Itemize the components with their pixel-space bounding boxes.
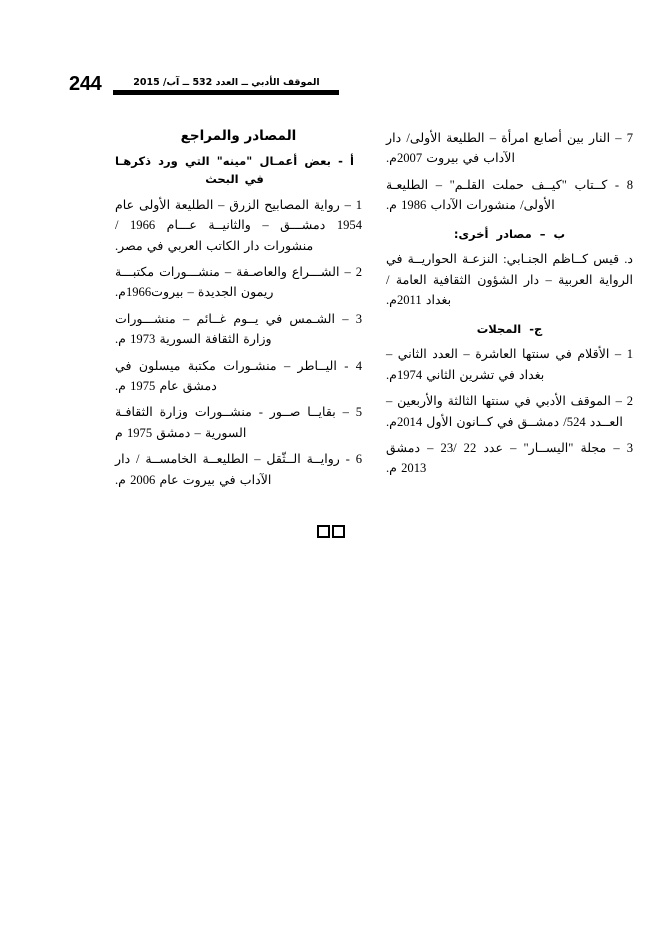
running-head-block (113, 78, 339, 96)
page-title: المصادر والمراجع (180, 128, 297, 144)
reference-entry: 3 – مجلة "اليســار" – عدد 22 /23 – دمشق 2013 م. (386, 440, 633, 476)
reference-entry: 4 - اليــاطر – منشـورات مكتبة ميسلون في دمشق عام 1975 م. (115, 358, 362, 393)
reference-entry: 7 – النار بين أصابع امرأة – الطليعة الأولى/ دار الآداب في بيروت 2007م. (386, 131, 633, 166)
reference-entry: 8 - كــتاب "كيــف حملت القلـم" – الطليعـة الأولى/ منشورات الآداب 1986 م. (386, 177, 633, 213)
section-heading-b: ب – مصادر أخرى: (453, 226, 566, 241)
running-head (69, 74, 629, 95)
reference-entry: 2 – الشـــراع والعاصـفة – منشـــورات مكتبـــة ريمون الجديدة – بيروت1966م. (115, 264, 362, 300)
section-heading-c: ج- المجلات (476, 321, 543, 336)
reference-entry: 5 – بقايــا صــور - منشــورات وزارة الثقافـة السورية – دمشق 1975 م (115, 405, 362, 440)
page-number: 244 (69, 73, 102, 95)
end-of-article-mark (0, 522, 661, 540)
reference-entry: 1 – رواية المصابيح الزرق – الطليعة الأولى عام 1954 دمشـــق – والثانيــة عـــام 1966 / منشورات دار الكاتب العربي في مصر. (115, 197, 362, 253)
square-icon (332, 525, 345, 538)
reference-entry: 1 – الأقلام في سنتها العاشرة – العدد الثاني – بغداد في تشرين الثاني 1974م. (386, 347, 633, 382)
reference-entry: 3 – الشـمس في يــوم غــائم – منشـــورات وزارة الثقافة السورية 1973 م. (115, 311, 362, 347)
header-rule (113, 90, 339, 95)
section-heading-a: أ - بعض أعمـال "مينه" التي ورد ذكرهـا في البحث (115, 154, 354, 186)
reference-entry: 2 – الموقف الأدبي في سنتها الثالثة والأربعين – العــدد 524/ دمشــق في كــانون الأول 2014م. (386, 394, 633, 429)
reference-entry: د. قيس كــاظم الجنـابي: النزعـة الحواريــة في الرواية العربية – دار الشؤون الثقافية العامة / بغداد 2011م. (386, 252, 633, 308)
square-icon (317, 525, 330, 538)
running-head-title: الموقف الأدبي ــ العدد 532 ــ آب/ 2015 (133, 76, 320, 88)
column-left (386, 128, 633, 490)
column-right (115, 128, 362, 490)
body-columns (28, 128, 633, 490)
reference-entry: 6 - روايــة الــثّقل – الطليعــة الخامســة / دار الآداب في بيروت عام 2006 م. (115, 452, 362, 487)
